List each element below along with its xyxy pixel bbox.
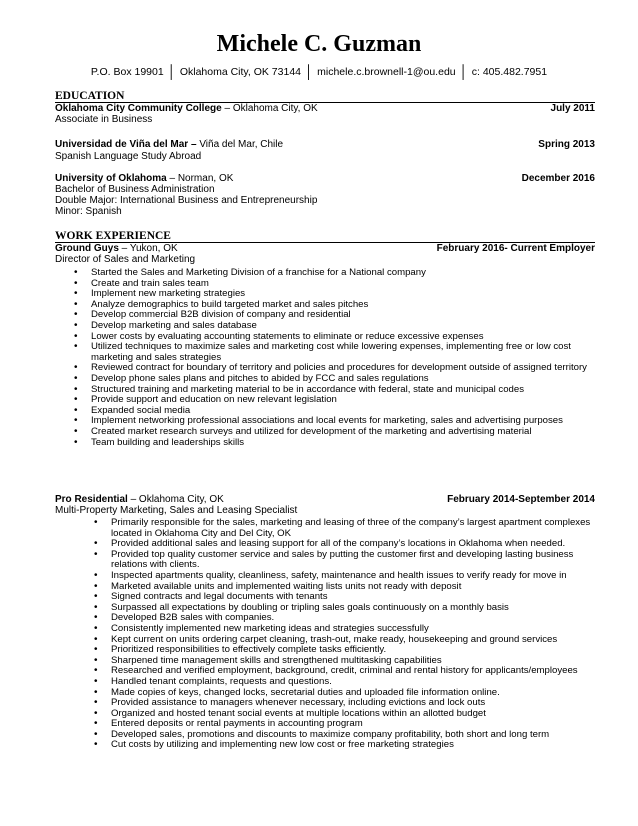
bullet-item: • Provided additional sales and leasing support for all of the company’s locations in Oklahoma when needed. [94,539,596,550]
school-date: Spring 2013 [538,139,595,150]
bullet-item: • Entered deposits or rental payments in accounting program [94,719,596,730]
company-location: – Oklahoma City, OK [127,494,224,505]
job-bullets [94,518,596,751]
job-role: Multi-Property Marketing, Sales and Leasing Specialist [55,505,298,516]
education-heading: EDUCATION [55,90,595,103]
school-location: – Oklahoma City, OK [221,103,318,114]
bullet-item: • Started the Sales and Marketing Division of a franchise for a National company [74,268,596,279]
job-row [55,243,595,254]
bullet-item: • Researched and verified employment, background, credit, criminal and rental history for applicants/employees [94,666,596,677]
bullet-item: • Expanded social media [74,406,596,417]
bullet-item: • Made copies of keys, changed locks, secretarial duties and uploaded file information online. [94,688,596,699]
bullet-item: • Developed B2B sales with companies. [94,613,596,624]
bullet-item: • Provided assistance to managers whenever necessary, including evictions and lock outs [94,698,596,709]
separator: │ [459,64,468,79]
separator: │ [305,64,314,79]
school-date: December 2016 [521,173,595,184]
bullet-item: • Develop phone sales plans and pitches to abided by FCC and sales regulations [74,374,596,385]
bullet-item: • Consistently implemented new marketing ideas and strategies successfully [94,624,596,635]
school-detail: Bachelor of Business Administration [55,184,215,195]
bullet-item: • Lower costs by evaluating accounting statements to eliminate or reduce excessive expenses [74,332,596,343]
separator: │ [167,64,176,79]
bullet-item: • Develop commercial B2B division of company and residential [74,310,596,321]
bullet-item: • Create and train sales team [74,279,596,290]
bullet-item: • Surpassed all expectations by doubling or tripling sales goals continuously on a monthly basis [94,603,596,614]
school-row [55,139,595,150]
school-name: University of Oklahoma [55,173,167,184]
bullet-item: • Develop marketing and sales database [74,321,596,332]
school-detail: Double Major: International Business and Entrepreneurship [55,195,318,206]
school-date: July 2011 [550,103,595,114]
bullet-item: • Inspected apartments quality, cleanliness, safety, maintenance and health issues to verify ready for move in [94,571,596,582]
bullet-item: • Provided top quality customer service and sales by putting the customer first and developing lasting business relations with clients. [94,550,596,571]
company-name: Ground Guys [55,243,119,254]
bullet-item: • Created market research surveys and utilized for development of the marketing and advertising material [74,427,596,438]
school-name: Oklahoma City Community College [55,103,222,114]
bullet-item: • Sharpened time management skills and strengthened multitasking capabilities [94,656,596,667]
school-detail: Associate in Business [55,114,153,125]
bullet-item: • Organized and hosted tenant social events at multiple locations within an allotted budget [94,709,596,720]
contact-line [0,65,638,79]
bullet-item: • Utilized techniques to maximize sales and marketing cost while lowering expenses, implementing free or low cost marketing and sales strategies [74,342,596,363]
bullet-item: • Prioritized responsibilities to effectively complete tasks efficiently. [94,645,596,656]
city: Oklahoma City, OK 73144 [179,66,302,78]
school-name: Universidad de Viña del Mar – [55,139,200,150]
bullet-item: • Implement networking professional associations and local events for marketing, sales and advertising purposes [74,416,596,427]
bullet-item: • Cut costs by utilizing and implementing new low cost or free marketing strategies [94,740,596,751]
company-name: Pro Residential [55,494,128,505]
phone: c: 405.482.7951 [471,66,548,78]
school-location: Viña del Mar, Chile [199,139,284,150]
bullet-item: • Provide support and education on new relevant legislation [74,395,596,406]
bullet-item: • Kept current on units ordering carpet cleaning, trash-out, make ready, housekeeping and ground services [94,635,596,646]
address: P.O. Box 19901 [90,66,164,78]
bullet-item: • Marketed available units and implemented waiting lists units not ready with deposit [94,582,596,593]
job-row [55,494,595,505]
bullet-item: • Analyze demographics to build targeted market and sales pitches [74,300,596,311]
bullet-item: • Handled tenant complaints, requests and questions. [94,677,596,688]
bullet-item: • Reviewed contract for boundary of territory and policies and procedures for development outside of assigned territory [74,363,596,374]
bullet-item: • Implement new marketing strategies [74,289,596,300]
bullet-item: • Developed sales, promotions and discounts to maximize company profitability, both short and long term [94,730,596,741]
candidate-name: Michele C. Guzman [216,31,422,57]
school-row [55,173,595,184]
work-heading: WORK EXPERIENCE [55,230,595,243]
bullet-item: • Signed contracts and legal documents with tenants [94,592,596,603]
bullet-item: • Primarily responsible for the sales, marketing and leasing of three of the company’s largest apartment complexes located in Oklahoma City and Del City, OK [94,518,596,539]
job-role: Director of Sales and Marketing [55,254,196,265]
job-bullets [74,268,596,448]
company-location: – Yukon, OK [118,243,178,254]
school-detail: Spanish Language Study Abroad [55,151,202,162]
school-row [55,103,595,114]
bullet-item: • Structured training and marketing material to be in accordance with federal, state and municipal codes [74,385,596,396]
job-date: February 2016- Current Employer [436,243,595,254]
school-detail: Minor: Spanish [55,206,122,217]
school-location: – Norman, OK [166,173,234,184]
email[interactable]: michele.c.brownell-1@ou.edu [317,66,456,78]
bullet-item: • Team building and leaderships skills [74,438,596,449]
job-date: February 2014-September 2014 [447,494,595,505]
